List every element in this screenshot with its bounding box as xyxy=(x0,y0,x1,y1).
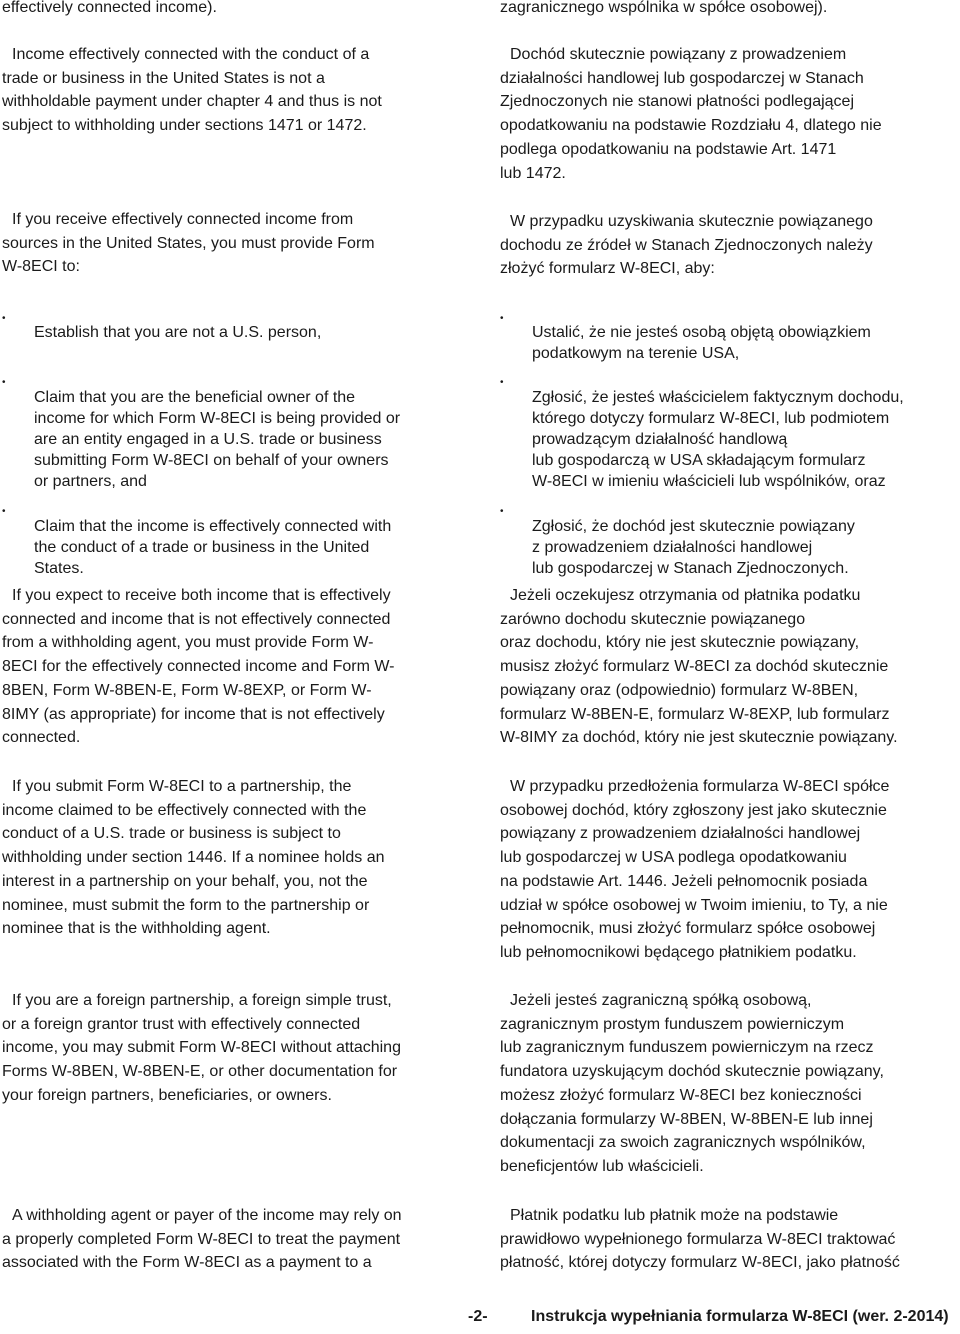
pl-paragraph-both-incomes: Jeżeli oczekujesz otrzymania od płatnika podatku zarówno dochodu skutecznie powiązanego oraz dochodu, który nie jest skutecznie powiązany, musisz złożyć formularz W-8ECI za dochód skutecznie powiązany oraz (odpowiednio) formularz W-8BEN, formularz W-8BEN-E, formularz W-8EXP, lub formularz W-8IMY za dochód, który nie jest skutecznie powiązany. xyxy=(500,587,898,747)
pl-paragraph-withholding-agent: Płatnik podatku lub płatnik może na podstawie prawidłowo wypełnionego formularza W-8ECI traktować płatność, której dotyczy formularz W-8ECI, jako płatność xyxy=(500,1207,900,1272)
en-bullet-2-text: Claim that you are the beneficial owner of the income for which Form W-8ECI is being provided or are an entity engaged in a U.S. trade or business submitting Form W-8ECI on behalf of your owners or partners, and xyxy=(34,389,401,490)
footer-title: Instrukcja wypełniania formularza W-8ECI (wer. 2-2014) xyxy=(531,1308,949,1325)
pl-paragraph-withholdable: Dochód skutecznie powiązany z prowadzeniem działalności handlowej lub gospodarczej w Stanach Zjednoczonych nie stanowi płatności podlegającej opodatkowaniu na podstawie Rozdziału 4, dlatego nie podlega opodatkowaniu na podstawie Art. 1471 lub 1472. xyxy=(500,46,882,182)
en-paragraph-withholdable: Income effectively connected with the conduct of a trade or business in the United States is not a withholdable payment under chapter 4 and thus is not subject to withholding under sections 1471 or 1472. xyxy=(2,46,382,135)
pl-bullet-1-text: Ustalić, że nie jesteś osobą objętą obowiązkiem podatkowym na terenie USA, xyxy=(532,324,871,362)
en-paragraph-receive-income: If you receive effectively connected income from sources in the United States, you must provide Form W-8ECI to: xyxy=(2,211,375,276)
en-bullet-3-icon: • xyxy=(2,506,6,517)
pl-paragraph-partnership: W przypadku przedłożenia formularza W-8ECI spółce osobowej dochód, który zgłoszony jest jako skutecznie powiązany z prowadzeniem działalności handlowej lub gospodarczej w USA podlega opodatkowaniu na podstawie Art. 1446. Jeżeli pełnomocnik posiada udział w spółce osobowej w Twoim imieniu, to Ty, a nie pełnomocnik, musi złożyć formularz spółce osobowej lub pełnomocnikowi będącego płatnikiem podatku. xyxy=(500,778,890,961)
pl-bullet-3-text: Zgłosić, że dochód jest skutecznie powiązany z prowadzeniem działalności handlowej lub gospodarczej w Stanach Zjednoczonych. xyxy=(532,518,855,577)
en-paragraph-partnership: If you submit Form W-8ECI to a partnership, the income claimed to be effectively connected with the conduct of a U.S. trade or business is subject to withholding under section 1446. If a nominee holds an interest in a partnership on your behalf, you, not the nominee, must submit the form to the partnership or nominee that is the withholding agent. xyxy=(2,778,385,938)
pl-bullet-2-text: Zgłosić, że jesteś właścicielem faktycznym dochodu, którego dotyczy formularz W-8ECI, lub podmiotem prowadzącym działalność handlową lub gospodarczą w USA składającym formularz W-8ECI w imieniu właścicieli lub wspólników, oraz xyxy=(532,389,904,490)
pl-paragraph-foreign-partnership: Jeżeli jesteś zagraniczną spółką osobową, zagranicznym prostym funduszem powierniczym lub zagranicznym funduszem powierniczym na rzecz fundatora uzyskującym dochód skutecznie powiązany, możesz złożyć formularz W-8ECI bez konieczności dołączania formularzy W-8BEN, W-8BEN-E lub innej dokumentacji za swoich zagranicznych wspólników, beneficjentów lub właścicieli. xyxy=(500,992,884,1175)
pl-bullet-2-icon: • xyxy=(500,377,504,388)
en-paragraph-both-incomes: If you expect to receive both income that is effectively connected and income that is not effectively connected from a withholding agent, you must provide Form W- 8ECI for the effectively connected income and Form W- 8BEN, Form W-8BEN-E, Form W-8EXP, or Form W- 8IMY (as appropriate) for income that is not effectively connected. xyxy=(2,587,395,747)
pl-bullet-1-icon: • xyxy=(500,313,504,324)
en-paragraph-withholding-agent: A withholding agent or payer of the income may rely on a properly completed Form W-8ECI to treat the payment associated with the Form W-8ECI as a payment to a xyxy=(2,1207,402,1272)
en-paragraph-continuation: effectively connected income). xyxy=(2,0,217,16)
en-bullet-1-icon: • xyxy=(2,313,6,324)
page-number: -2- xyxy=(468,1308,488,1325)
en-bullet-3-text: Claim that the income is effectively connected with the conduct of a trade or business in the United States. xyxy=(34,518,392,577)
en-bullet-1-text: Establish that you are not a U.S. person, xyxy=(34,324,322,341)
en-paragraph-foreign-partnership: If you are a foreign partnership, a foreign simple trust, or a foreign grantor trust with effectively connected income, you may submit Form W-8ECI without attaching Forms W-8BEN, W-8BEN-E, or other documentation for your foreign partners, beneficiaries, or owners. xyxy=(2,992,401,1104)
pl-paragraph-receive-income: W przypadku uzyskiwania skutecznie powiązanego dochodu ze źródeł w Stanach Zjednoczonych należy złożyć formularz W-8ECI, aby: xyxy=(500,213,873,278)
en-bullet-2-icon: • xyxy=(2,377,6,388)
pl-paragraph-continuation: zagranicznego wspólnika w spółce osobowej). xyxy=(500,0,828,16)
pl-bullet-3-icon: • xyxy=(500,506,504,517)
